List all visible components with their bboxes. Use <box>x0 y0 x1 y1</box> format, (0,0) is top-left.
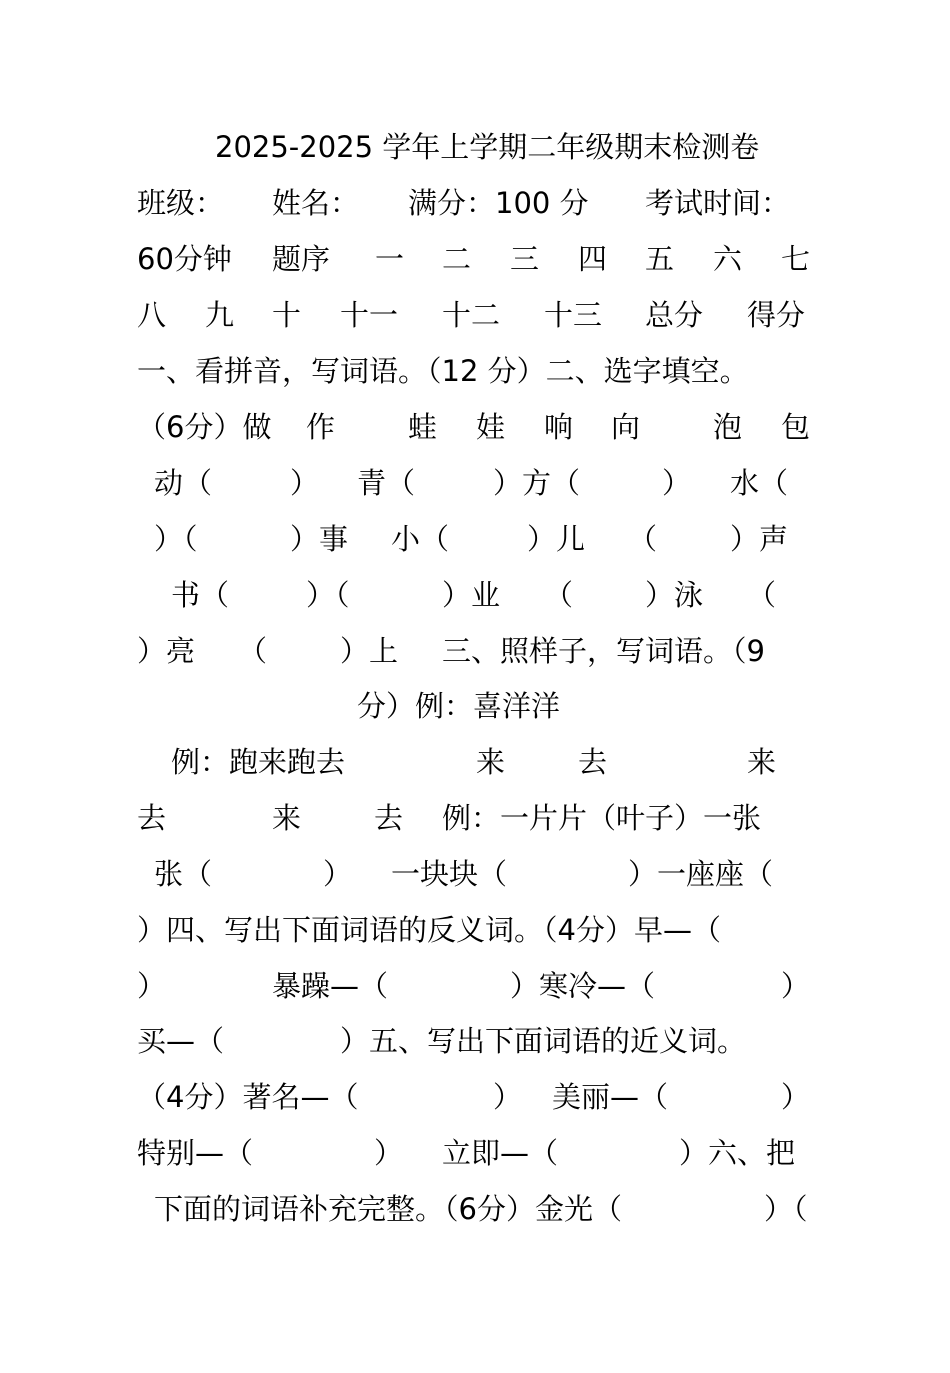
exam-title <box>0 127 950 167</box>
text-segment: 青（ <box>357 466 416 500</box>
text-segment: （ <box>628 522 658 556</box>
text-segment: ） <box>137 969 167 1003</box>
title-text: 2025-2025 学年上学期二年级期末检测卷 <box>215 130 760 164</box>
text-segment: 去 <box>137 801 167 835</box>
section-heading: 一、看拼音，写词语。（12 分）二、选字填空。 <box>137 354 749 388</box>
text-segment: 立即—（ <box>442 1136 559 1170</box>
text-segment: 动（ <box>154 466 213 500</box>
table-header-cell: 三 <box>510 242 540 276</box>
text-line <box>0 1189 950 1229</box>
text-line <box>0 183 950 223</box>
text-segment: ）（ <box>764 1192 808 1226</box>
text-segment: ） <box>781 969 811 1003</box>
text-segment: 来 <box>476 745 506 779</box>
text-segment: 水（ <box>730 466 789 500</box>
text-segment: ）儿 <box>527 522 586 556</box>
table-header-cell: 八 <box>137 298 167 332</box>
text-segment: ）事 <box>290 522 349 556</box>
text-segment: 包 <box>781 410 811 444</box>
text-line <box>0 519 950 559</box>
text-segment: 来 <box>272 801 302 835</box>
text-segment: 暴躁—（ <box>272 969 389 1003</box>
question-order-label: 题序 <box>272 242 331 276</box>
table-header-cell: 七 <box>781 242 811 276</box>
example-text: 例：一片片（叶子）一张 <box>442 801 762 835</box>
example-text: 例：跑来跑去 <box>171 745 346 779</box>
text-segment: ） <box>323 857 353 891</box>
text-line <box>0 1133 950 1173</box>
text-segment: 小（ <box>391 522 450 556</box>
table-header-cell: 十一 <box>340 298 399 332</box>
text-line <box>0 966 950 1006</box>
text-segment: 去 <box>578 745 608 779</box>
text-segment: 买—（ <box>137 1024 225 1058</box>
text-line <box>0 686 950 726</box>
section-heading: ）四、写出下面词语的反义词。（4分）早—（ <box>137 913 721 947</box>
text-segment: ） <box>290 466 320 500</box>
text-line <box>0 295 950 335</box>
text-segment: 蛙 <box>408 410 438 444</box>
text-segment: 来 <box>747 745 777 779</box>
exam-time-label: 考试时间： <box>645 186 791 220</box>
score-label: 得分 <box>747 298 806 332</box>
text-segment: （ <box>238 634 268 668</box>
text-segment: 响 <box>544 410 574 444</box>
text-segment: 美丽—（ <box>552 1080 669 1114</box>
text-segment: 特别—（ <box>137 1136 254 1170</box>
text-segment: 一块块（ <box>391 857 508 891</box>
text-line <box>0 742 950 782</box>
table-header-cell: 十 <box>272 298 302 332</box>
text-line <box>0 798 950 838</box>
section-heading: 三、照样子，写词语。（9 <box>442 634 765 668</box>
text-segment: （6分）做 <box>137 410 272 444</box>
table-header-cell: 一 <box>375 242 405 276</box>
text-line <box>0 631 950 671</box>
section-heading: 下面的词语补充完整。（6分）金光（ <box>154 1192 622 1226</box>
text-segment: ） <box>493 1080 523 1114</box>
table-header-cell: 十三 <box>544 298 603 332</box>
text-segment: ）寒冷—（ <box>510 969 656 1003</box>
text-segment: （ <box>747 578 777 612</box>
text-segment: ）六、把 <box>679 1136 796 1170</box>
text-line <box>0 910 950 950</box>
text-segment: （ <box>544 578 574 612</box>
table-header-cell: 四 <box>578 242 608 276</box>
text-segment: 作 <box>306 410 336 444</box>
text-segment: 张（ <box>154 857 213 891</box>
text-line <box>0 854 950 894</box>
text-segment: ）（ <box>154 522 198 556</box>
duration-text: 60分钟 <box>137 242 232 276</box>
text-line <box>0 239 950 279</box>
table-header-cell: 九 <box>205 298 235 332</box>
text-segment: 向 <box>611 410 641 444</box>
text-segment: ）亮 <box>137 634 196 668</box>
text-segment: ）业 <box>442 578 501 612</box>
text-segment: 去 <box>374 801 404 835</box>
name-label: 姓名： <box>272 186 360 220</box>
section-heading: ）五、写出下面词语的近义词。 <box>340 1024 747 1058</box>
text-segment: ）（ <box>306 578 350 612</box>
text-segment: ）声 <box>730 522 789 556</box>
text-line <box>0 1077 950 1117</box>
text-segment: （4分）著名—（ <box>137 1080 359 1114</box>
text-segment: ） <box>781 1080 811 1114</box>
table-header-cell: 二 <box>442 242 472 276</box>
text-segment: ）一座座（ <box>628 857 774 891</box>
text-segment: 书（ <box>171 578 230 612</box>
text-segment: ）方（ <box>493 466 581 500</box>
text-line <box>0 575 950 615</box>
text-line <box>0 463 950 503</box>
text-line <box>0 1021 950 1061</box>
table-header-cell: 六 <box>713 242 743 276</box>
table-header-cell: 五 <box>645 242 675 276</box>
text-line <box>0 407 950 447</box>
text-segment: ）上 <box>340 634 399 668</box>
full-score-label: 满分：100 分 <box>408 186 589 220</box>
class-label: 班级： <box>137 186 225 220</box>
text-segment: ） <box>662 466 692 500</box>
text-segment: ）泳 <box>645 578 704 612</box>
text-segment: 娃 <box>476 410 506 444</box>
text-segment: 泡 <box>713 410 743 444</box>
table-header-cell: 十二 <box>442 298 501 332</box>
total-score-label: 总分 <box>645 298 704 332</box>
text-line <box>0 351 950 391</box>
example-text: 分）例：喜洋洋 <box>357 689 561 723</box>
text-segment: ） <box>374 1136 404 1170</box>
